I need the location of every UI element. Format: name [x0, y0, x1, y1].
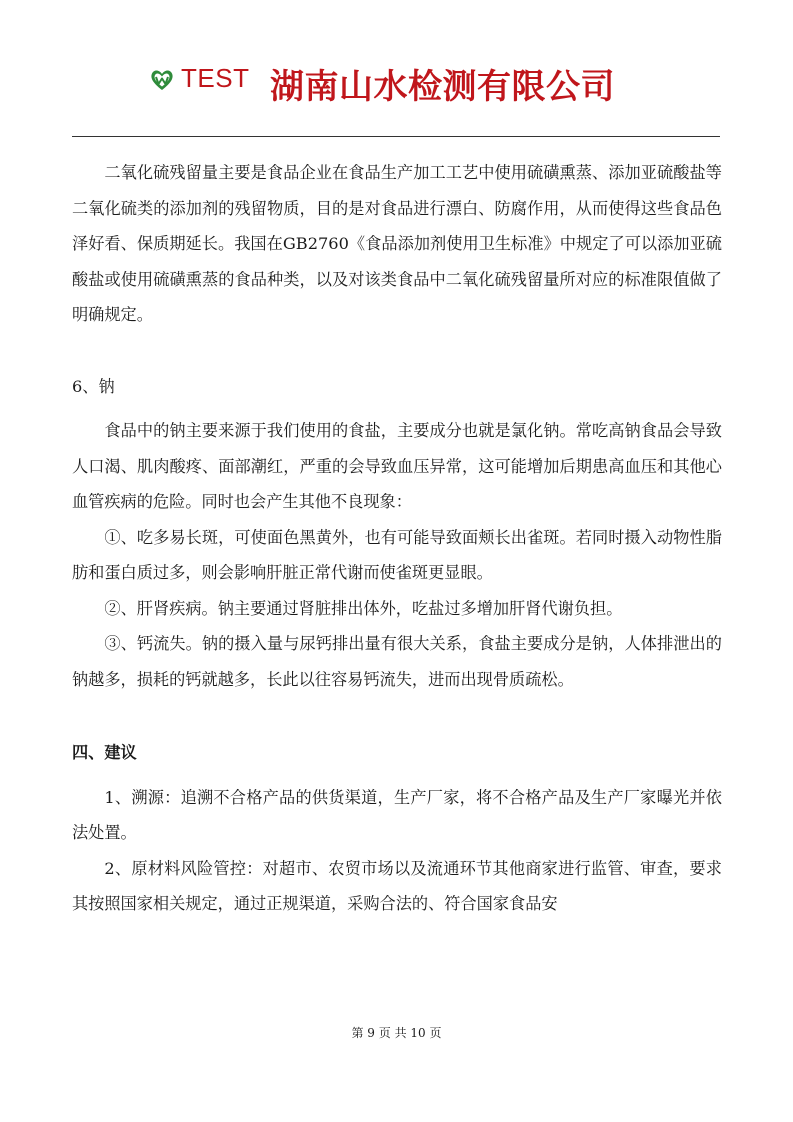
section-4-title: 四、建议 — [72, 743, 137, 762]
suggestion-1: 1、溯源：追溯不合格产品的供货渠道，生产厂家，将不合格产品及生产厂家曝光并依法处置。 — [72, 787, 722, 842]
company-name: 湖南山水检测有限公司 — [270, 67, 615, 107]
logo-text: TEST — [181, 63, 250, 93]
document-body — [72, 155, 722, 922]
footer-suffix: 页 — [429, 1026, 442, 1040]
footer-page-number: 9 — [367, 1026, 375, 1040]
footer-prefix: 第 — [351, 1026, 364, 1040]
list-item-3: ③、钙流失。钠的摄入量与尿钙排出量有很大关系，食盐主要成分是钠，人体排泄出的钠越多，损耗的钙就越多，长此以往容易钙流失，进而出现骨质疏松。 — [72, 634, 722, 689]
header-divider — [72, 136, 720, 137]
heart-w-logo-icon — [149, 67, 175, 93]
page-header — [0, 55, 793, 115]
list-item-1: ①、吃多易长斑，可使面色黑黄外，也有可能导致面颊长出雀斑。若同时摄入动物性脂肪和蛋白质过多，则会影响肝脏正常代谢而使雀斑更显眼。 — [72, 527, 722, 582]
paragraph-so2: 二氧化硫残留量主要是食品企业在食品生产加工工艺中使用硫磺熏蒸、添加亚硫酸盐等二氧化硫类的添加剂的残留物质，目的是对食品进行漂白、防腐作用，从而使得这些食品色泽好看、保质期延长。我国在GB2760《食品添加剂使用卫生标准》中规定了可以添加亚硫酸盐或使用硫磺熏蒸的食品种类，以及对该类食品中二氧化硫残留量所对应的标准限值做了明确规定。 — [72, 163, 722, 324]
footer-middle: 页 共 — [378, 1026, 407, 1040]
footer-total-pages: 10 — [410, 1026, 426, 1040]
page-footer — [0, 1024, 793, 1041]
heading-sodium: 6、钠 — [72, 376, 115, 396]
paragraph-sodium: 食品中的钠主要来源于我们使用的食盐，主要成分也就是氯化钠。常吃高钠食品会导致人口渴、肌肉酸疼、面部潮红，严重的会导致血压异常，这可能增加后期患高血压和其他心血管疾病的危险。同时也会产生其他不良现象： — [72, 421, 722, 511]
suggestion-2: 2、原材料风险管控：对超市、农贸市场以及流通环节其他商家进行监管、审查，要求其按照国家相关规定，通过正规渠道，采购合法的、符合国家食品安 — [72, 858, 722, 913]
list-item-2: ②、肝肾疾病。钠主要通过肾脏排出体外，吃盐过多增加肝肾代谢负担。 — [104, 598, 623, 618]
